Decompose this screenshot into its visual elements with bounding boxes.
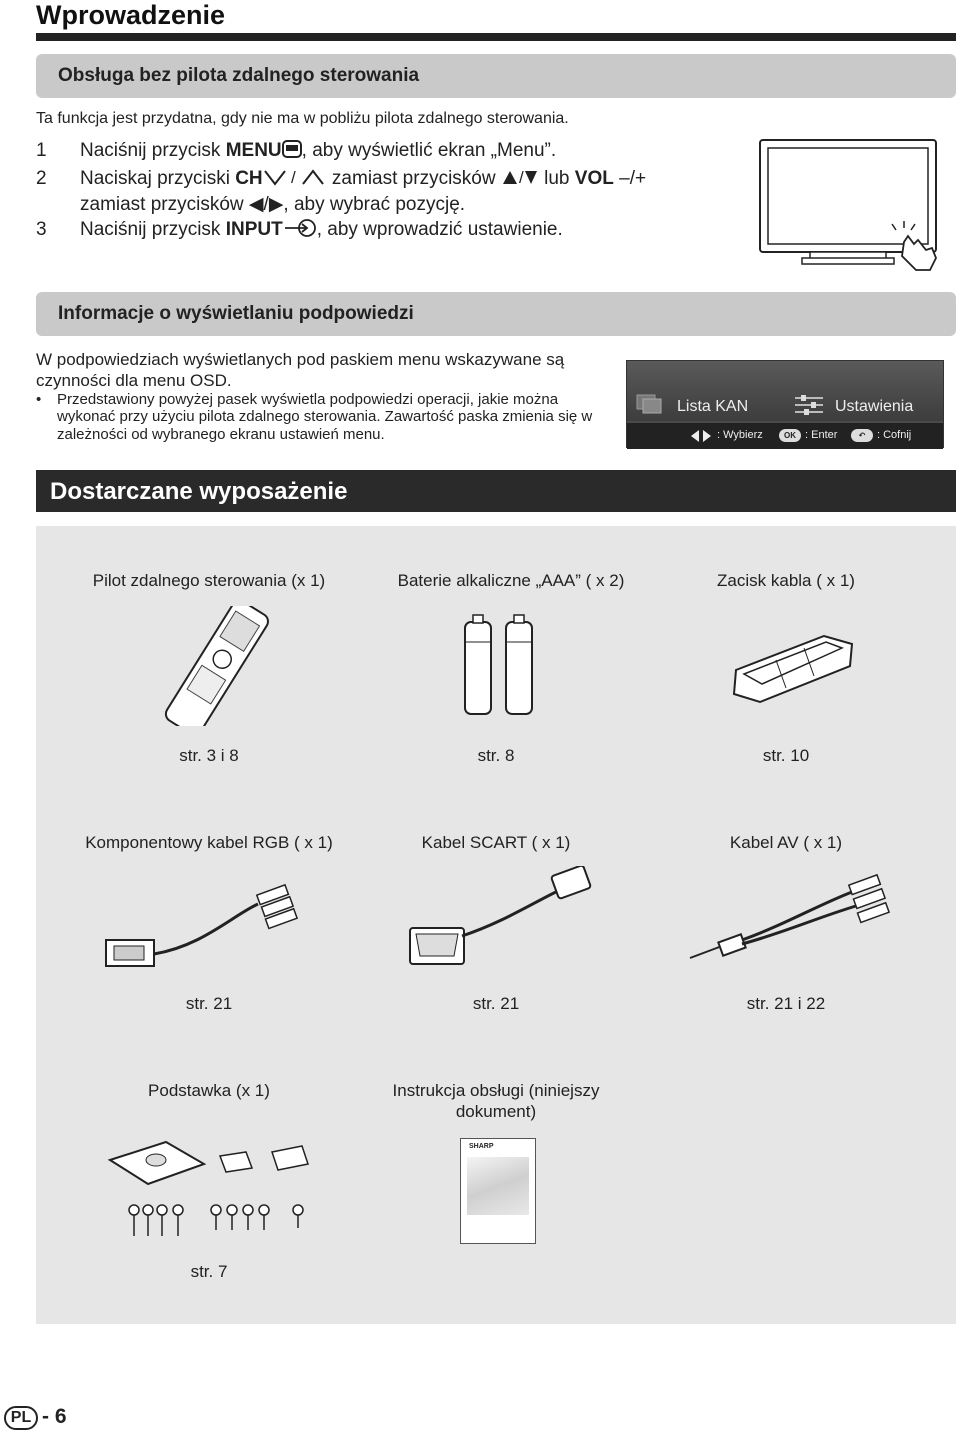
osd-item-channel-list: Lista KAN — [677, 398, 749, 415]
accessory-label: Kabel SCART ( x 1) — [421, 833, 571, 852]
stand-parts-image — [106, 1138, 346, 1244]
osd-hint-bar — [626, 360, 944, 448]
accessory-page-ref: str. 3 i 8 — [179, 746, 239, 765]
accessory-label-line: Instrukcja obsługi (niniejszy — [392, 1081, 600, 1100]
ok-button-icon: OK — [779, 429, 801, 442]
section-heading-hints: Informacje o wyświetlaniu podpowiedzi — [36, 292, 956, 336]
language-badge: PL — [4, 1406, 38, 1430]
step-3 — [36, 217, 736, 243]
menu-key: MENU — [225, 140, 282, 161]
accessory-label: Podstawka (x 1) — [148, 1081, 270, 1100]
vol-key: VOL — [574, 168, 614, 189]
step-1 — [36, 138, 736, 164]
section-heading-no-remote: Obsługa bez pilota zdalnego sterowania — [36, 54, 956, 98]
osd-hint-row — [627, 423, 943, 449]
cable-clamp-image — [716, 630, 866, 706]
step-number: 3 — [36, 219, 47, 240]
step-text: , aby wprowadzić ustawienie. — [316, 219, 563, 240]
scart-cable-image — [404, 866, 604, 976]
hints-paragraph-line: czynności dla menu OSD. — [36, 371, 232, 390]
accessory-label: Pilot zdalnego sterowania (x 1) — [92, 571, 326, 590]
osd-hint-enter: : Enter — [805, 429, 838, 441]
accessory-page-ref: str. 8 — [477, 746, 515, 765]
tv-illustration — [758, 138, 948, 274]
step-2 — [36, 166, 736, 218]
accessory-page-ref: str. 21 — [185, 994, 233, 1013]
rgb-cable-image — [102, 876, 322, 976]
accessory-label: Baterie alkaliczne „AAA” ( x 2) — [397, 571, 625, 590]
input-icon — [283, 218, 317, 238]
hints-bullet-line: zależności od wybranego ekranu ustawień menu. — [57, 426, 385, 443]
input-key: INPUT — [225, 219, 283, 240]
settings-sliders-icon — [793, 393, 825, 417]
accessory-page-ref: str. 21 i 22 — [746, 994, 826, 1013]
page-title: Wprowadzenie — [36, 0, 226, 30]
hints-paragraph-line: W podpowiedziach wyświetlanych pod paskiem menu wskazywane są — [36, 350, 565, 369]
osd-item-settings: Ustawienia — [835, 398, 914, 415]
accessories-panel — [36, 526, 956, 1324]
hints-bullet-line: Przedstawiony powyżej pasek wyświetla podpowiedzi operacji, jakie można — [57, 391, 559, 408]
ch-key: CH — [235, 168, 263, 189]
step-text: Naciśnij przycisk — [80, 140, 226, 161]
osd-hint-back: : Cofnij — [877, 429, 912, 441]
up-down-triangle-icon — [501, 168, 539, 186]
left-right-arrows-icon — [689, 430, 713, 442]
step-text: , aby wyświetlić ekran „Menu”. — [301, 140, 557, 161]
svg-text:/: / — [290, 168, 296, 186]
osd-menu-row — [627, 361, 943, 421]
accessory-label: Kabel AV ( x 1) — [729, 833, 843, 852]
section-heading-accessories: Dostarczane wyposażenie — [36, 470, 956, 512]
step-text: lub — [538, 168, 575, 189]
channel-list-icon — [635, 393, 665, 415]
manual-cover-art — [467, 1157, 529, 1215]
step-number: 2 — [36, 168, 47, 189]
intro-text: Ta funkcja jest przydatna, gdy nie ma w pobliżu pilota zdalnego sterowania. — [36, 110, 569, 127]
bullet-dot: • — [36, 391, 42, 408]
title-rule — [36, 33, 956, 41]
hints-bullet-line: wykonać przy użyciu pilota zdalnego sterowania. Zawartość paska zmienia się w — [57, 408, 593, 425]
osd-hint-select: : Wybierz — [717, 429, 763, 441]
accessory-label-line: dokument) — [455, 1102, 537, 1121]
step-number: 1 — [36, 140, 47, 161]
svg-text:/: / — [518, 168, 524, 186]
page-number: - 6 — [42, 1405, 67, 1428]
return-icon: ↶ — [851, 429, 873, 442]
remote-control-image — [148, 606, 288, 726]
menu-icon — [282, 140, 302, 158]
accessory-page-ref: str. 7 — [190, 1262, 228, 1281]
chevron-down-up-icon — [263, 168, 327, 186]
av-cable-image — [686, 866, 896, 976]
manual-booklet-image — [460, 1138, 536, 1244]
step-text: Naciskaj przyciski — [80, 168, 236, 189]
step-text: zamiast przycisków ◀/▶, aby wybrać pozycję. — [80, 194, 466, 215]
batteries-image — [460, 612, 560, 720]
accessory-page-ref: str. 10 — [762, 746, 810, 765]
accessory-label: Zacisk kabla ( x 1) — [717, 571, 855, 590]
accessory-label: Komponentowy kabel RGB ( x 1) — [85, 833, 333, 852]
step-text: –/+ — [613, 168, 647, 189]
accessory-page-ref: str. 21 — [472, 994, 520, 1013]
step-text: Naciśnij przycisk — [80, 219, 226, 240]
manual-brand-logo: SHARP — [469, 1143, 494, 1150]
step-text: zamiast przycisków — [326, 168, 501, 189]
